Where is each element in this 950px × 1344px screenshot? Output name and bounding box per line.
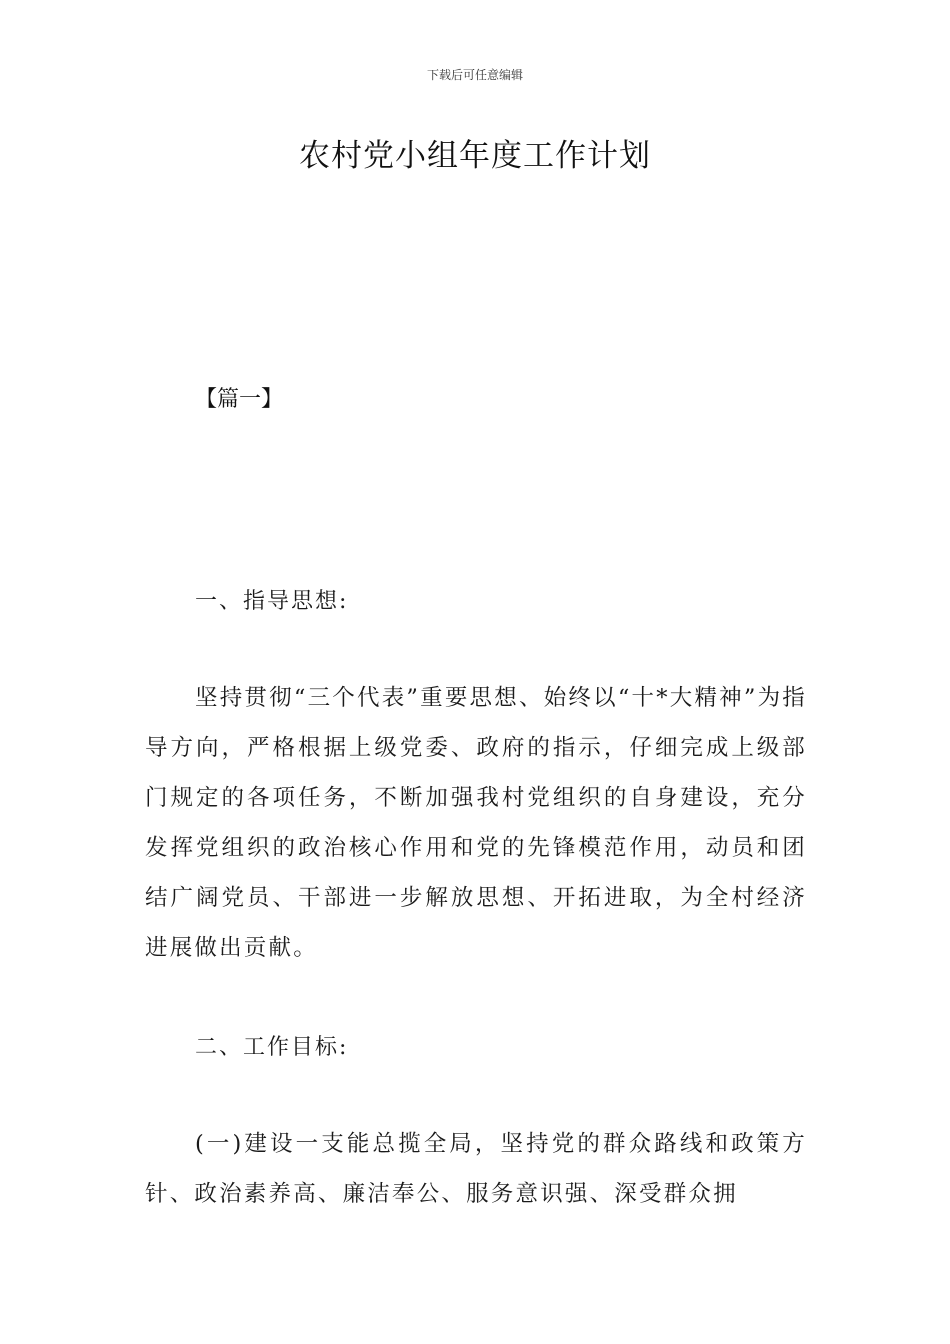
section-heading-work-goals: 二、工作目标: (195, 1035, 349, 1060)
paragraph-guiding-ideology: 坚持贯彻“三个代表”重要思想、始终以“十*大精神”为指导方向，严格根据上级党委、政府的指示，仔细完成上级部门规定的各项任务，不断加强我村党组织的自身建设，充分发挥党组织的政治核心作用和党的先锋模范作用，动员和团结广阔党员、干部进一步解放思想、开拓进取，为全村经济进展做出贡献。 (145, 685, 807, 961)
document-title: 农村党小组年度工作计划 (299, 138, 651, 174)
paragraph-work-goals: (一)建设一支能总揽全局，坚持党的群众路线和政策方针、政治素养高、廉洁奉公、服务意识强、深受群众拥 (145, 1131, 807, 1207)
section-heading-guiding-ideology: 一、指导思想: (195, 589, 349, 614)
header-note: 下载后可任意编辑 (426, 68, 523, 82)
section-marker: 【篇一】 (195, 387, 284, 412)
